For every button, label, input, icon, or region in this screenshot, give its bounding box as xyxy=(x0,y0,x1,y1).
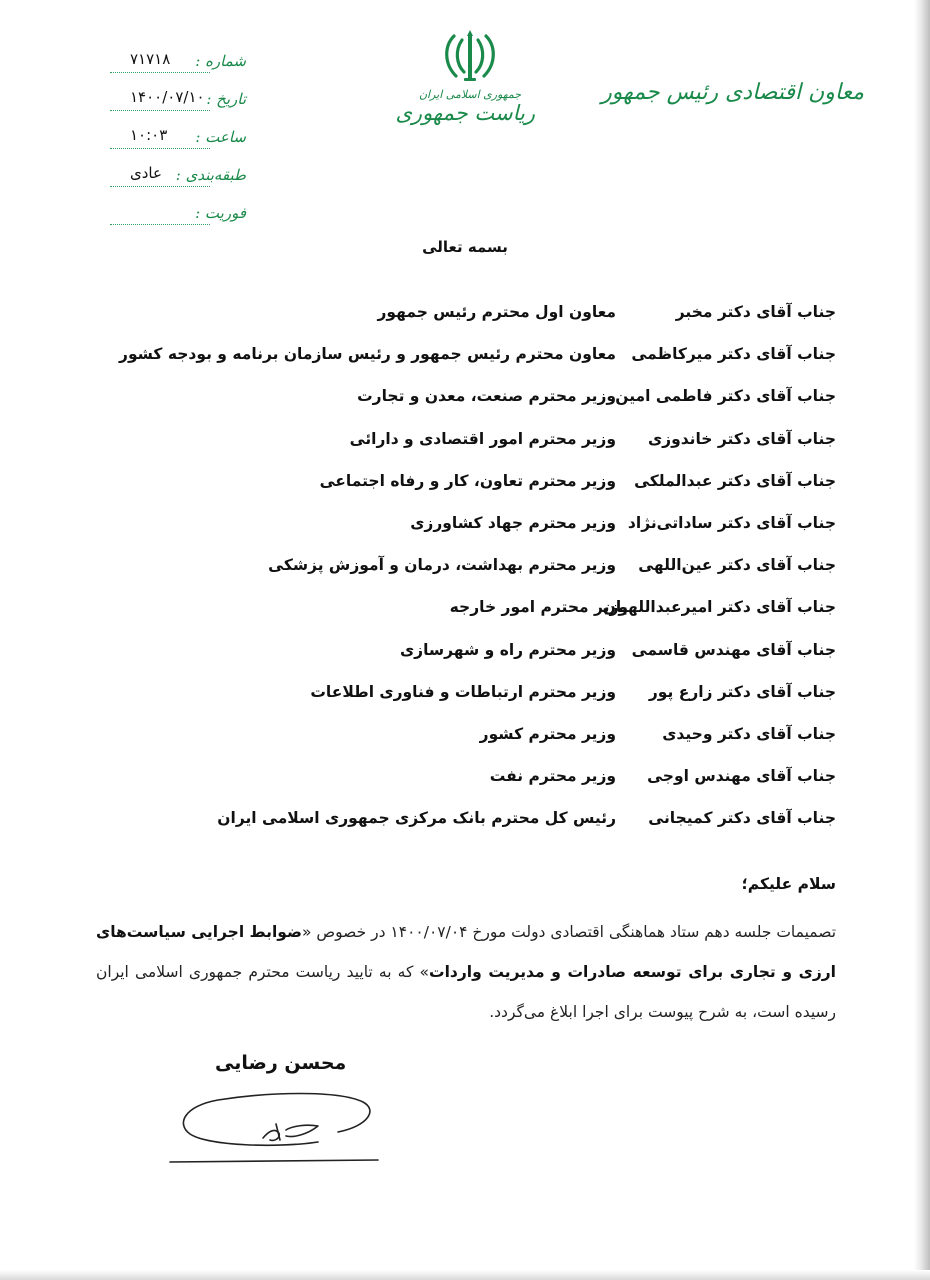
recipient-name: جناب آقای دکتر فاطمی امین xyxy=(615,387,836,406)
list-item xyxy=(116,339,836,381)
page-edge-shadow xyxy=(914,0,930,1280)
republic-line: جمهوری اسلامی ایران xyxy=(418,88,522,101)
recipient-title: وزیر محترم نفت xyxy=(489,767,616,786)
recipient-name: جناب آقای دکتر امیرعبداللهیان xyxy=(602,598,836,617)
page-bottom-edge xyxy=(0,1270,930,1280)
recipient-title: وزیر محترم کشور xyxy=(479,724,616,743)
meta-number: ۷۱۷۱۸ شماره : xyxy=(110,48,270,86)
list-item xyxy=(116,592,836,634)
recipient-name: جناب آقای مهندس اوجی xyxy=(647,767,836,786)
signature-icon xyxy=(168,1080,388,1170)
recipient-title: وزیر محترم راه و شهرسازی xyxy=(399,640,616,659)
list-item xyxy=(116,297,836,339)
meta-time: ۱۰:۰۳ ساعت : xyxy=(110,124,270,162)
recipient-title: وزیر محترم جهاد کشاورزی xyxy=(410,513,616,532)
office-title: معاون اقتصادی رئیس جمهور xyxy=(601,80,864,105)
recipient-name: جناب آقای دکتر عین‌اللهی xyxy=(638,556,836,575)
recipient-name: جناب آقای دکتر عبدالملکی xyxy=(634,471,836,490)
list-item xyxy=(116,761,836,803)
letter-body: تصمیمات جلسه دهم ستاد هماهنگی اقتصادی دولت مورخ ۱۴۰۰/۰۷/۰۴ در خصوص «ضوابط اجرایی سیاست‌های ارزی و تجاری برای توسعه صادرات و مدیریت واردات» که به تایید ریاست محترم جمهوری اسلامی ایران رسیده است، به شرح پیوست برای اجرا ابلاغ می‌گردد. xyxy=(96,923,837,1021)
recipient-title: معاون اول محترم رئیس جمهور xyxy=(377,303,616,321)
list-item xyxy=(116,719,836,761)
list-item xyxy=(116,508,836,550)
meta-classification: عادی طبقه‌بندی : xyxy=(110,162,270,200)
list-item xyxy=(116,803,836,845)
basmala: بسمه تعالی xyxy=(422,238,508,256)
greeting: سلام علیکم؛ xyxy=(741,875,836,893)
presidency-emblem xyxy=(395,28,535,125)
list-item xyxy=(116,424,836,466)
recipient-title: وزیر محترم امور خارجه xyxy=(449,598,628,617)
recipient-name: جناب آقای دکتر مخبر xyxy=(675,303,836,321)
iran-emblem-icon xyxy=(440,28,500,86)
recipient-title: وزیر محترم بهداشت، درمان و آموزش پزشکی xyxy=(268,556,616,575)
recipient-title: وزیر محترم صنعت، معدن و تجارت xyxy=(357,387,616,406)
meta-date: ۱۴۰۰/۰۷/۱۰ تاریخ : xyxy=(110,86,270,124)
list-item xyxy=(116,550,836,592)
recipient-title: وزیر محترم ارتباطات و فناوری اطلاعات xyxy=(310,682,616,701)
list-item xyxy=(116,466,836,508)
recipient-title: رئیس کل محترم بانک مرکزی جمهوری اسلامی ایران xyxy=(217,809,616,828)
recipient-name: جناب آقای دکتر ساداتی‌نژاد xyxy=(627,513,836,532)
recipient-title: وزیر محترم امور اقتصادی و دارائی xyxy=(349,429,616,448)
signer-name: محسن رضایی xyxy=(215,1052,347,1074)
letter-meta xyxy=(110,48,270,238)
presidency-line: ریاست جمهوری xyxy=(395,101,535,125)
regulation-title: ضوابط اجرایی سیاست‌های ارزی و تجاری برای توسعه صادرات و مدیریت واردات xyxy=(96,923,836,981)
recipient-name: جناب آقای مهندس قاسمی xyxy=(631,640,836,659)
list-item xyxy=(116,635,836,677)
recipient-title: وزیر محترم تعاون، کار و رفاه اجتماعی xyxy=(319,471,616,490)
recipient-name: جناب آقای دکتر میرکاظمی xyxy=(631,345,836,364)
list-item xyxy=(116,677,836,719)
recipient-name: جناب آقای دکتر وحیدی xyxy=(662,724,836,743)
recipient-name: جناب آقای دکتر خاندوزی xyxy=(647,429,836,448)
list-item xyxy=(116,381,836,423)
recipients-list xyxy=(116,297,836,845)
meta-urgency: فوریت : xyxy=(110,200,270,238)
recipient-name: جناب آقای دکتر کمیجانی xyxy=(648,809,836,828)
recipient-name: جناب آقای دکتر زارع پور xyxy=(648,682,836,701)
recipient-title: معاون محترم رئیس جمهور و رئیس سازمان برنامه و بودجه کشور xyxy=(119,345,616,364)
